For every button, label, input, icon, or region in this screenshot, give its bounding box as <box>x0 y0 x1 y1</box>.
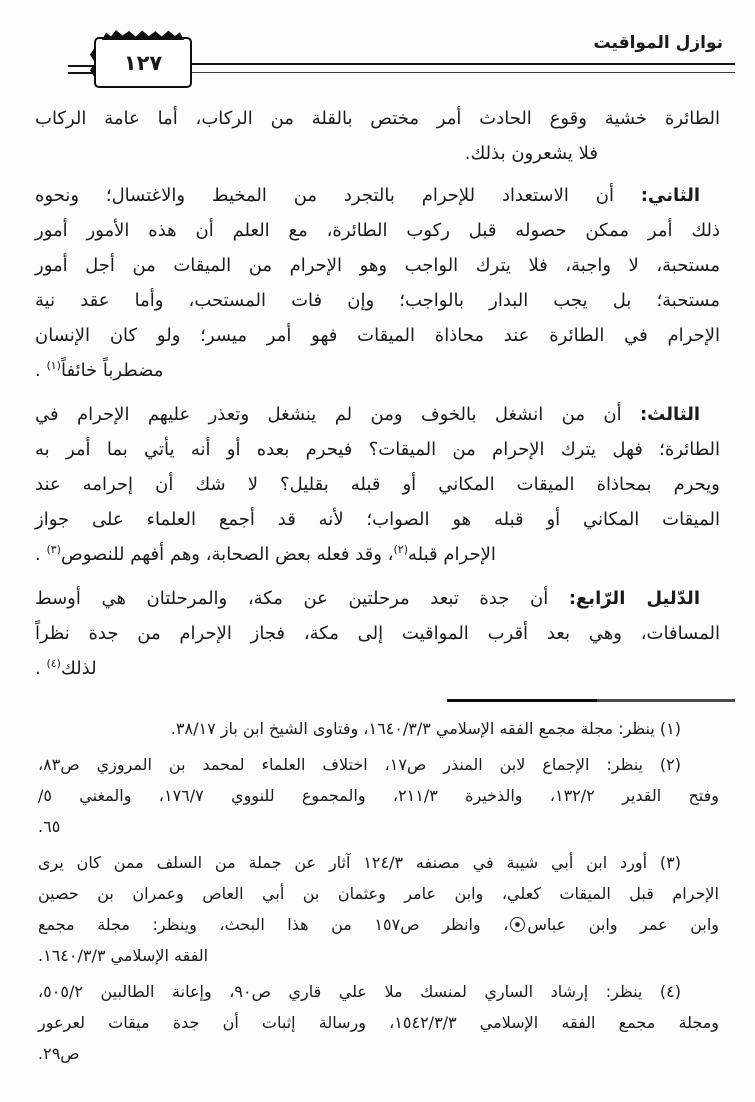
footnote-number: (٤) <box>642 982 681 1001</box>
body-text-line <box>35 318 720 353</box>
body-text-line <box>35 651 720 688</box>
text-segment: ، وقد فعله بعض الصحابة، وهم أفهم للنصوص <box>60 544 394 565</box>
text-segment: الإحرام في الطائرة عند محاذاة الميقات فهو أمر ميسر؛ ولو كان الإنسان <box>35 325 720 346</box>
text-segment: وفتح القدير ٢/‏١٣٢، والذخيرة ٣/‏٢١١، والمجموع للنووي ٧/‏١٧٦، والمغني ٥/ <box>38 786 720 805</box>
footnote-marker: (٢) <box>393 543 408 556</box>
footnote <box>38 976 719 1069</box>
text-segment: الثاني: <box>640 185 700 206</box>
footnote-line <box>38 1038 719 1069</box>
text-segment: ومجلة مجمع الفقه الإسلامي ٣/‏٣/‏١٥٤٢، ورسالة إثبات أن جدة ميقات لعرعور <box>38 1013 719 1032</box>
text-segment: . <box>35 658 47 679</box>
footnote-marker: (٤) <box>46 657 61 670</box>
text-segment: أن الاستعداد للإحرام بالتجرد من المخيط والاغتسال؛ ونحوه <box>35 185 641 206</box>
footnote-marker: (١) <box>46 359 61 372</box>
text-segment: المسافات، وهي بعد أقرب المواقيت إلى مكة، فجاز الإحرام من جدة نظراً <box>35 623 720 644</box>
body-text-line <box>35 353 720 390</box>
body-text-line <box>35 502 720 537</box>
body-text-line <box>35 616 720 651</box>
body-text-line <box>35 178 720 213</box>
header-rule <box>190 63 735 73</box>
radiallahu-anhum-ornament-icon <box>510 917 525 932</box>
page-number-box <box>94 37 192 88</box>
paragraph <box>35 397 720 574</box>
text-segment: ينظر: مجلة مجمع الفقه الإسلامي ٣/‏٣/‏١٦٤٠، وفتاوى الشيخ ابن باز ١٧/‏٣٨. <box>170 719 655 738</box>
text-segment: ينظر: إرشاد الساري لمنسك ملا علي قاري ص٩٠، وإعانة الطالبين ٢/‏٥٠٥، <box>38 982 643 1001</box>
text-segment: فلا يشعرون بذلك. <box>464 143 598 164</box>
page-number: ١٢٧ <box>123 50 163 75</box>
body-text <box>35 101 720 688</box>
text-segment: الطائرة؛ فهل يترك الإحرام من الميقات؟ فيحرم بعده أو أنه يأتي بما أمر به <box>35 439 720 460</box>
body-text-line <box>35 213 720 248</box>
text-segment: ، وانظر ص١٥٧ من هذا البحث، وينظر: مجلة مجمع <box>38 915 509 934</box>
text-segment: أورد ابن أبي شيبة في مصنفه ٣/‏١٢٤ آثار عن جملة من السلف ممن كان يرى <box>38 853 648 872</box>
footnote-line <box>38 878 719 909</box>
text-segment: مستحبة؛ بل يجب البدار بالواجب؛ وإن فات المستحب، وأما عقد نية <box>35 290 720 311</box>
footnote-line <box>38 811 719 842</box>
text-segment: الطائرة خشية وقوع الحادث أمر مختص بالقلة من الركاب، أما عامة الركاب <box>35 108 720 129</box>
text-segment: ٦٥. <box>38 817 61 836</box>
footnote-divider <box>447 699 735 702</box>
footnote-line <box>38 1007 719 1038</box>
footnote <box>38 847 719 971</box>
footnote-number: (٢) <box>643 755 682 774</box>
body-text-line <box>35 101 720 136</box>
text-segment: مضطرباً خائفاً <box>60 360 164 381</box>
footnote-line <box>38 780 719 811</box>
text-segment: وابن عمر وابن عباس <box>527 915 719 934</box>
body-text-line <box>35 248 720 283</box>
text-segment: ينظر: الإجماع لابن المنذر ص١٧، اختلاف العلماء لمحمد بن المروزي ص٨٣، <box>38 755 643 774</box>
footnote-line <box>38 909 719 940</box>
paragraph <box>35 581 720 688</box>
body-text-line <box>35 537 720 574</box>
text-segment: الإحرام قبل الميقات كعلي، وابن عامر وعثمان بن أبي العاص وعمران بن حصين <box>38 884 719 903</box>
text-segment: . <box>35 360 47 381</box>
text-segment: الإحرام قبله <box>408 544 496 565</box>
body-text-line <box>35 283 720 318</box>
text-segment: مستحبة، لا واجبة، فلا يترك الواجب وهو الإحرام من الميقات من أجل أمور <box>35 255 720 276</box>
body-text-line <box>35 467 720 502</box>
text-segment: الميقات المكاني أو قبله هو الصواب؛ لأنه قد أجمع العلماء على جواز <box>35 509 720 530</box>
text-segment: لذلك <box>60 658 97 679</box>
text-segment: ويحرم بمحاذاة الميقات المكاني أو قبله بقليل؟ لا شك أن إحرامه عند <box>35 474 720 495</box>
footnote-line <box>38 749 719 780</box>
footnote-line <box>38 713 719 744</box>
text-segment: الدّليل الرّابع: <box>568 588 700 609</box>
footnote-number: (٣) <box>647 853 682 872</box>
text-segment: الفقه الإسلامي ٣/‏٣/‏١٦٤٠. <box>38 946 209 965</box>
text-segment: ذلك أمر ممكن حصوله قبل ركوب الطائرة، مع العلم أن هذه الأمور أمور <box>35 220 720 241</box>
footnote-number: (١) <box>654 719 681 738</box>
text-segment: ص٢٩. <box>38 1044 80 1063</box>
body-text-line <box>35 397 720 432</box>
book-title: نوازل المواقيت <box>593 33 723 53</box>
text-segment: أن جدة تبعد مرحلتين عن مكة، والمرحلتان هي أوسط <box>35 588 569 609</box>
footnote <box>38 749 719 842</box>
footnote <box>38 713 719 744</box>
footnote-line <box>38 976 719 1007</box>
paragraph <box>35 178 720 390</box>
text-segment: . <box>35 544 47 565</box>
text-segment: أن من انشغل بالخوف ومن لم ينشغل وتعذر عليهم الإحرام في <box>35 404 640 425</box>
footnote-line <box>38 940 719 971</box>
footnotes <box>38 713 719 1069</box>
body-text-line <box>35 136 720 171</box>
footnote-marker: (٣) <box>46 543 61 556</box>
footnote-line <box>38 847 719 878</box>
body-text-line <box>35 432 720 467</box>
text-segment: الثالث: <box>639 404 700 425</box>
paragraph <box>35 101 720 171</box>
body-text-line <box>35 581 720 616</box>
